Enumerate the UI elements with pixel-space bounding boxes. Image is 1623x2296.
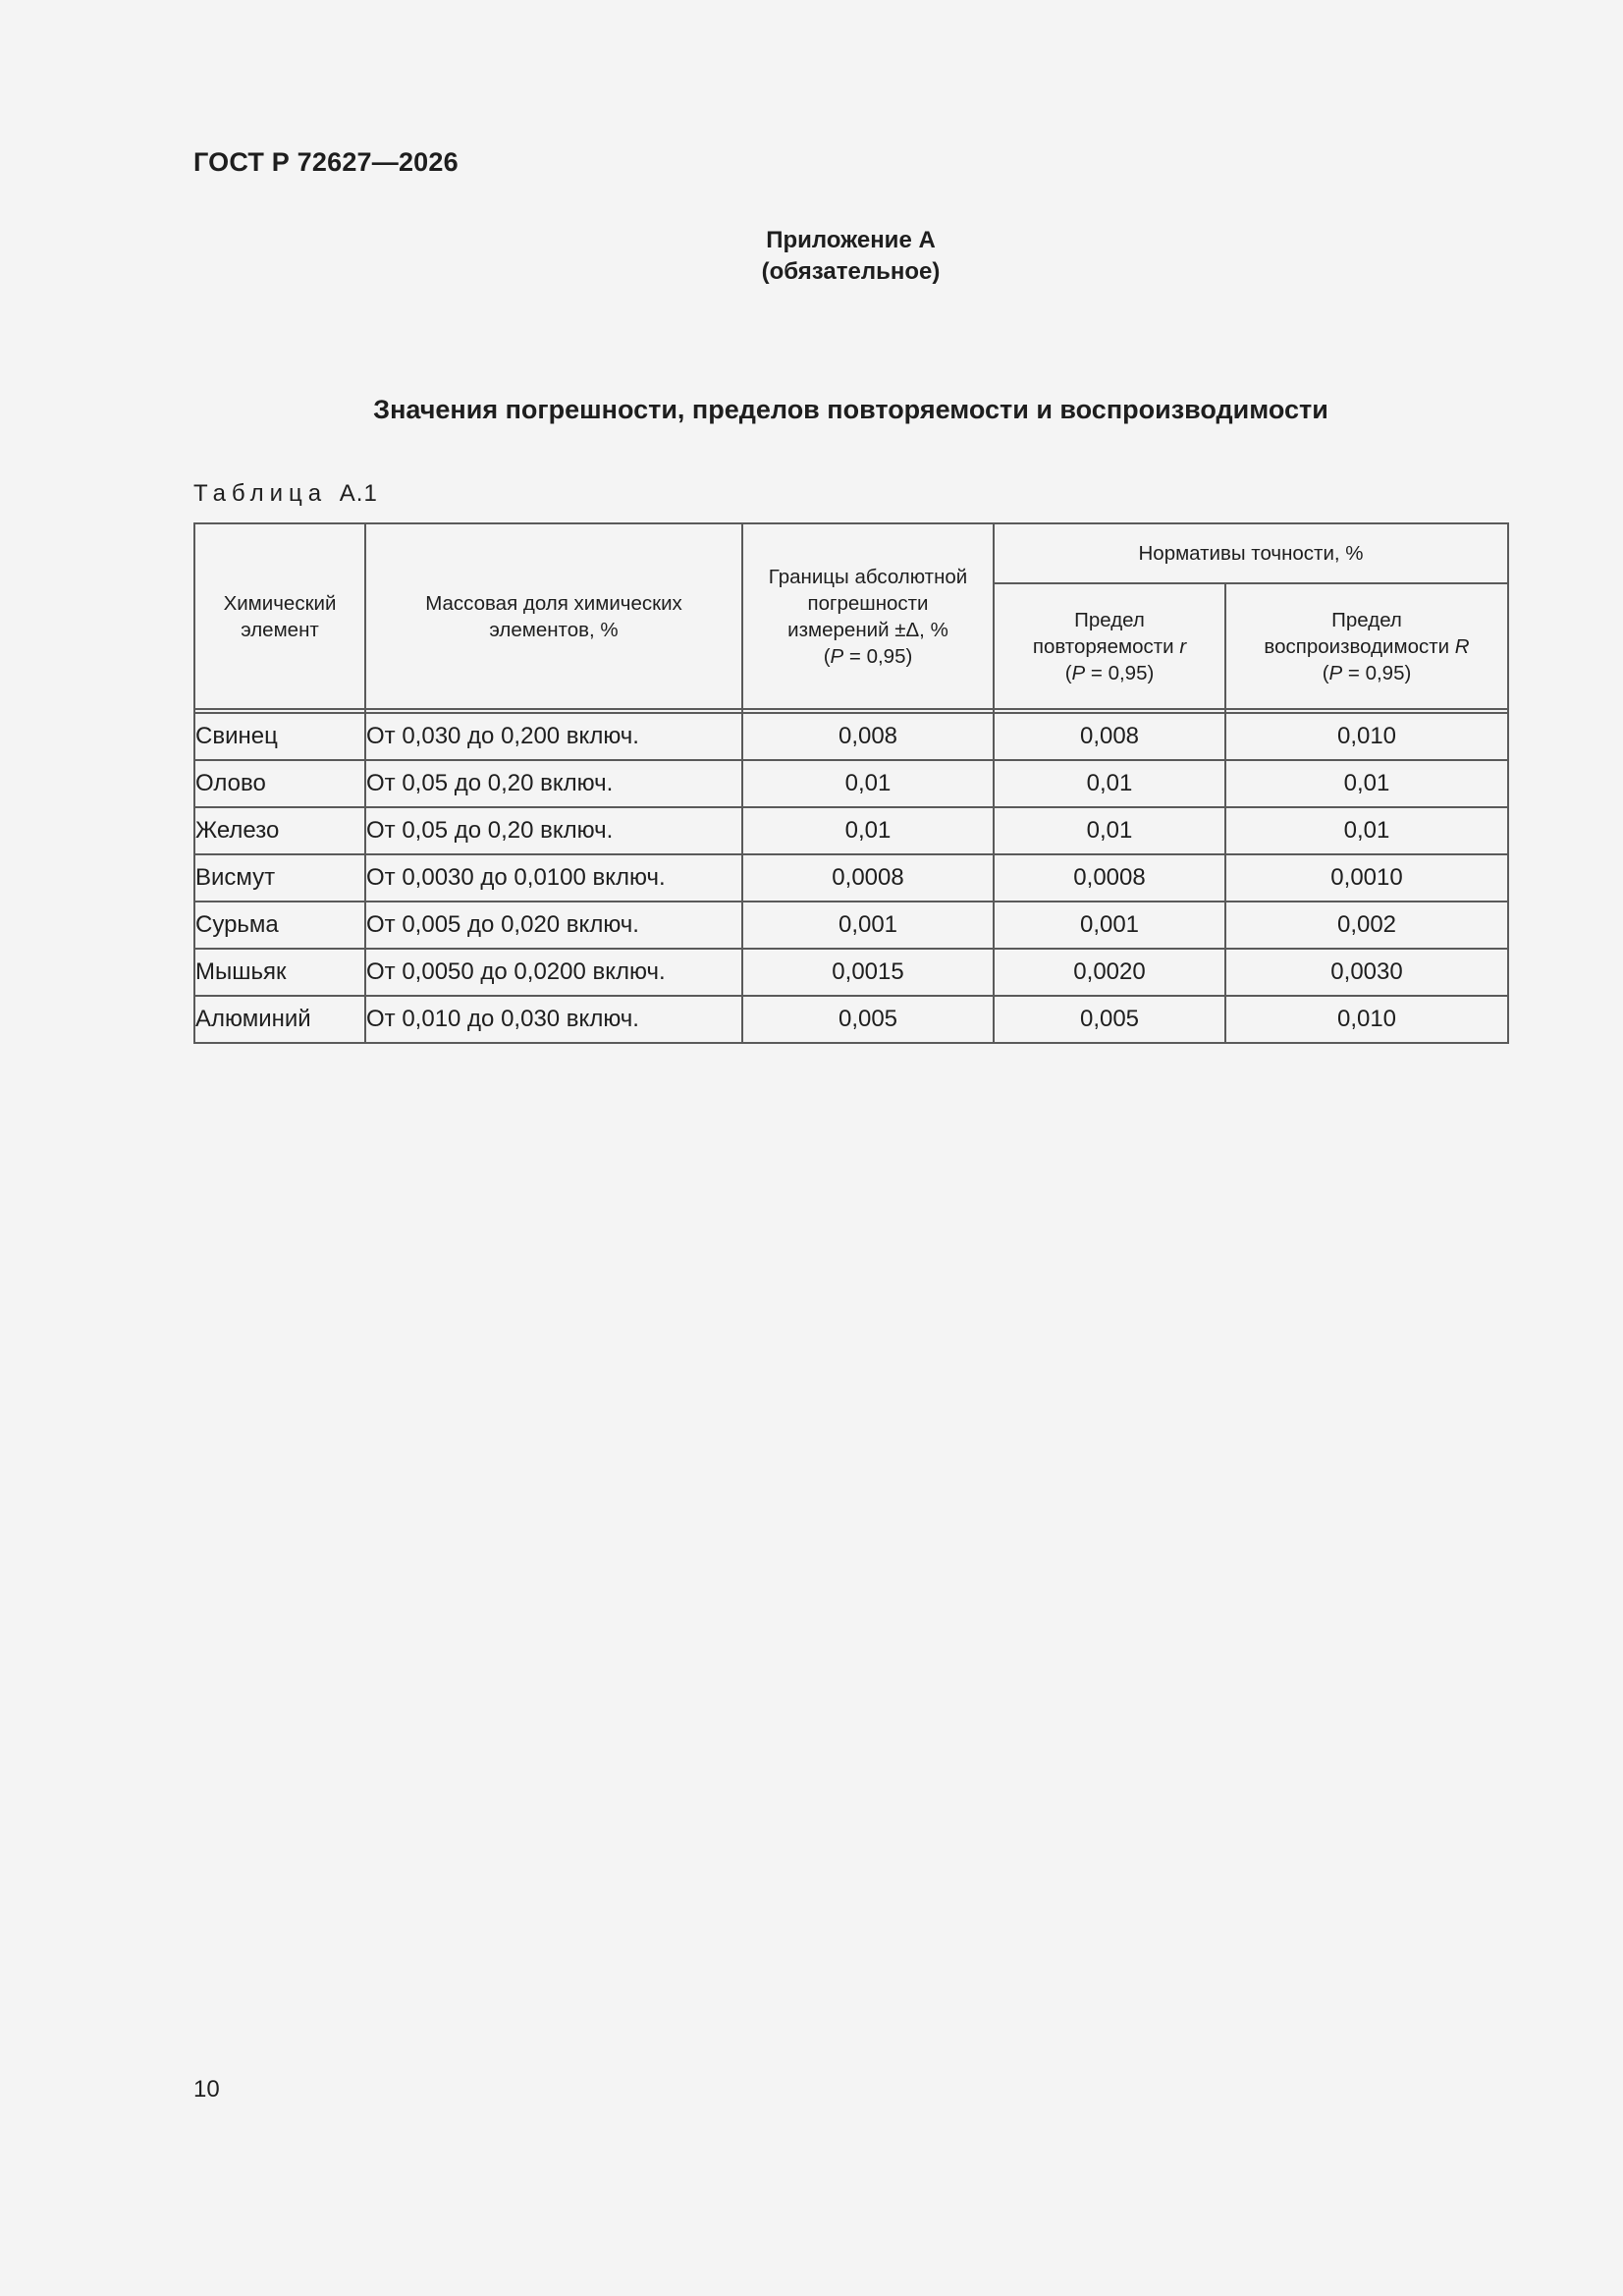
table-row [194, 902, 1508, 949]
cell-repeatability: 0,0020 [994, 949, 1225, 996]
accuracy-table [193, 522, 1509, 1044]
cell-repeatability: 0,008 [994, 713, 1225, 760]
cell-element: Висмут [194, 854, 365, 902]
cell-reproducibility: 0,0010 [1225, 854, 1508, 902]
appendix-heading [0, 225, 1623, 288]
cell-element: Свинец [194, 713, 365, 760]
cell-error: 0,01 [742, 760, 994, 807]
cell-repeatability: 0,001 [994, 902, 1225, 949]
cell-mass-range: От 0,030 до 0,200 включ. [365, 713, 742, 760]
table-caption-word: Таблица [193, 480, 328, 507]
cell-error: 0,008 [742, 713, 994, 760]
header-reproducibility: Предел воспроизводимости R (P = 0,95) [1225, 583, 1508, 709]
cell-element: Мышьяк [194, 949, 365, 996]
cell-reproducibility: 0,01 [1225, 760, 1508, 807]
header-accuracy-norms: Нормативы точности, % [994, 523, 1508, 583]
cell-repeatability: 0,0008 [994, 854, 1225, 902]
cell-reproducibility: 0,010 [1225, 996, 1508, 1043]
table-row [194, 807, 1508, 854]
section-title: Значения погрешности, пределов повторяемости и воспроизводимости [373, 395, 1328, 424]
cell-mass-range: От 0,010 до 0,030 включ. [365, 996, 742, 1043]
cell-reproducibility: 0,010 [1225, 713, 1508, 760]
cell-reproducibility: 0,0030 [1225, 949, 1508, 996]
cell-error: 0,0008 [742, 854, 994, 902]
table-caption [193, 480, 378, 508]
table-row [194, 996, 1508, 1043]
cell-reproducibility: 0,002 [1225, 902, 1508, 949]
cell-mass-range: От 0,05 до 0,20 включ. [365, 760, 742, 807]
cell-repeatability: 0,01 [994, 807, 1225, 854]
cell-error: 0,001 [742, 902, 994, 949]
cell-mass-range: От 0,005 до 0,020 включ. [365, 902, 742, 949]
cell-error: 0,0015 [742, 949, 994, 996]
page-number: 10 [193, 2076, 220, 2103]
header-mass-fraction: Массовая доля химических элементов, % [365, 523, 742, 709]
header-repeatability: Предел повторяемости r (P = 0,95) [994, 583, 1225, 709]
header-element: Химический элемент [194, 523, 365, 709]
cell-repeatability: 0,01 [994, 760, 1225, 807]
cell-mass-range: От 0,0030 до 0,0100 включ. [365, 854, 742, 902]
cell-error: 0,005 [742, 996, 994, 1043]
cell-element: Железо [194, 807, 365, 854]
table-row [194, 949, 1508, 996]
cell-mass-range: От 0,0050 до 0,0200 включ. [365, 949, 742, 996]
table-caption-number: А.1 [339, 480, 378, 507]
table-body [194, 713, 1508, 1043]
cell-element: Сурьма [194, 902, 365, 949]
table-row [194, 713, 1508, 760]
header-error-bounds: Границы абсолютной погрешности измерений ±Δ, % (P = 0,95) [742, 523, 994, 709]
table-row [194, 760, 1508, 807]
document-code: ГОСТ Р 72627—2026 [193, 147, 459, 177]
table-row [194, 854, 1508, 902]
appendix-status: (обязательное) [761, 258, 941, 285]
cell-repeatability: 0,005 [994, 996, 1225, 1043]
cell-reproducibility: 0,01 [1225, 807, 1508, 854]
appendix-title: Приложение А [766, 227, 936, 253]
cell-mass-range: От 0,05 до 0,20 включ. [365, 807, 742, 854]
cell-element: Олово [194, 760, 365, 807]
cell-element: Алюминий [194, 996, 365, 1043]
cell-error: 0,01 [742, 807, 994, 854]
